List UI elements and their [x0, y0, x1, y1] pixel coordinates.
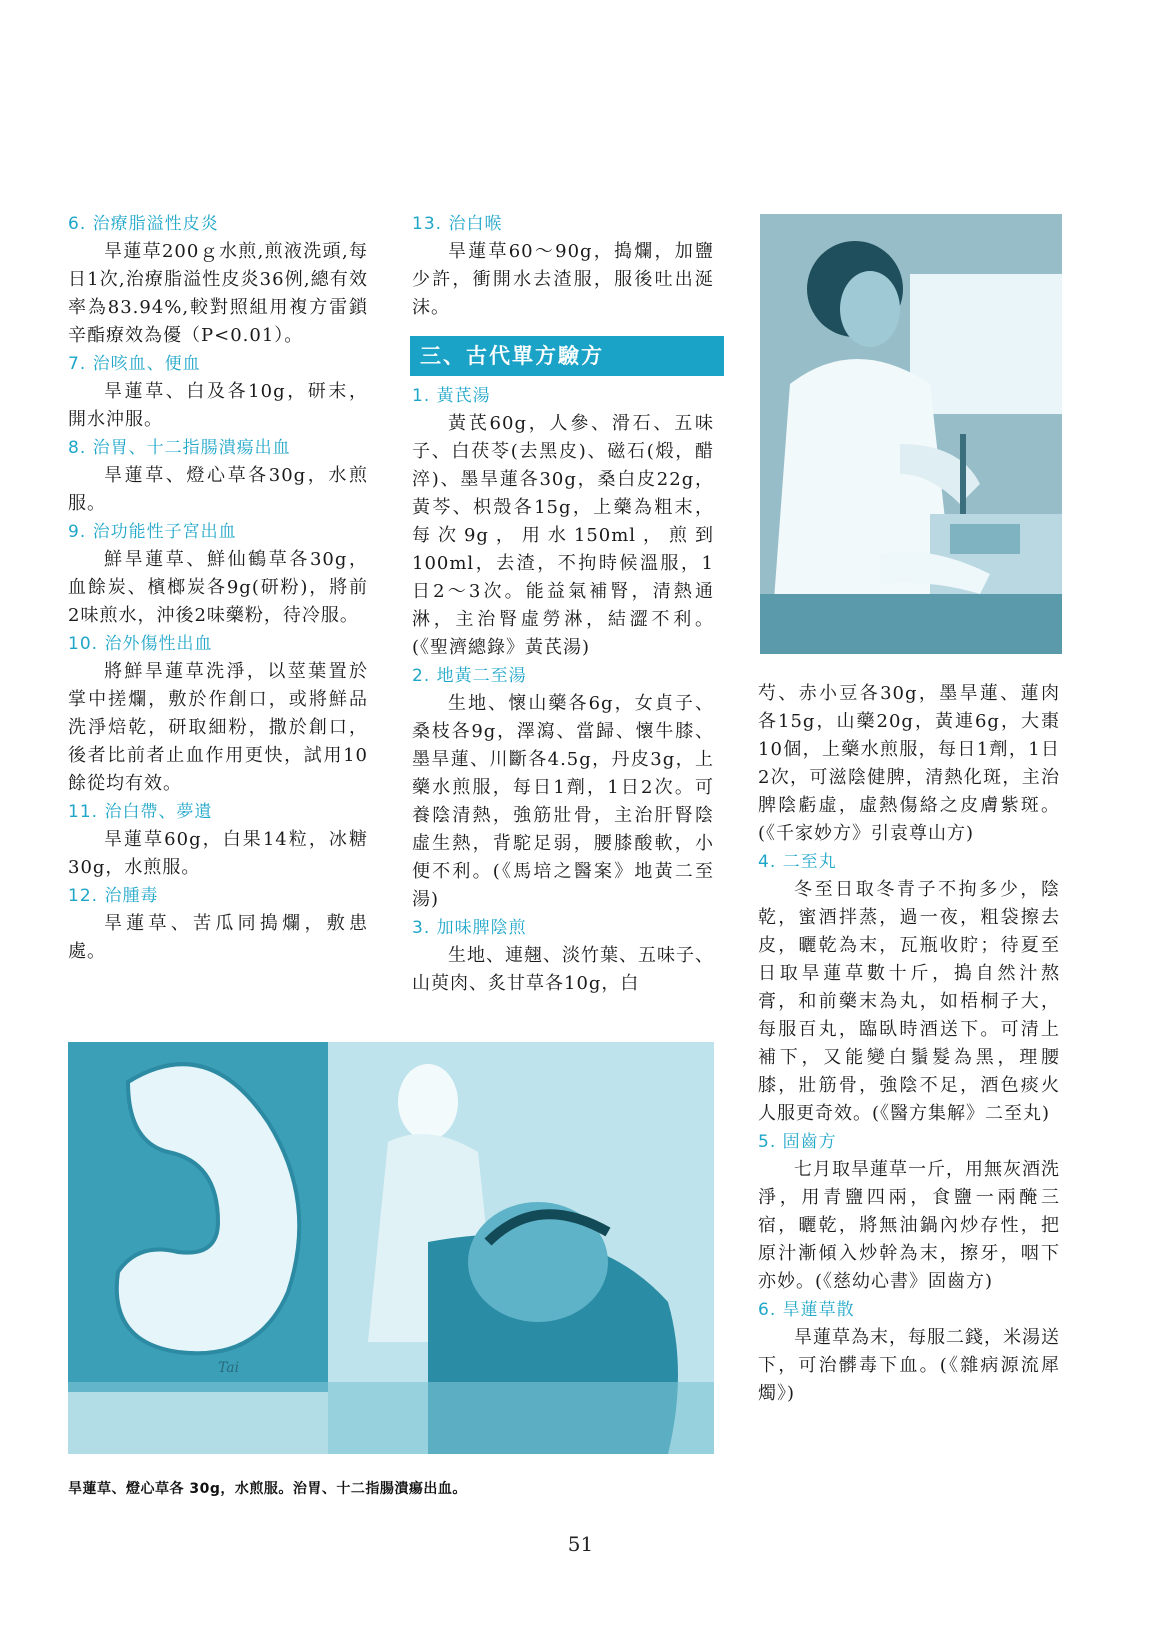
- heading-13: 13. 治白喉: [412, 214, 503, 234]
- heading-ancient-6: 6. 旱蓮草散: [758, 1300, 855, 1320]
- heading-ancient-2: 2. 地黃二至湯: [412, 666, 527, 686]
- heading-7: 7. 治咳血、便血: [68, 354, 201, 374]
- paragraph-9: 鮮旱蓮草、鮮仙鶴草各30g，血餘炭、檳榔炭各9g(研粉)，將前2味煎水，沖後2味藥粉，待冷服。: [68, 549, 368, 626]
- lab-photo: [760, 214, 1062, 654]
- illustration-caption: 旱蓮草、燈心草各 30g，水煎服。治胃、十二指腸潰瘍出血。: [68, 1481, 467, 1497]
- column-2: [412, 210, 714, 998]
- heading-9: 9. 治功能性子宮出血: [68, 522, 237, 542]
- paragraph-13: 旱蓮草60～90g，搗爛，加鹽少許，衝開水去渣服，服後吐出涎沫。: [412, 241, 714, 318]
- heading-8: 8. 治胃、十二指腸潰瘍出血: [68, 438, 291, 458]
- heading-10: 10. 治外傷性出血: [68, 634, 213, 654]
- section-title-banner: 三、古代單方驗方: [410, 336, 724, 376]
- stomach-illustration: [68, 1042, 714, 1454]
- paragraph-ancient-4: 冬至日取冬青子不拘多少，陰乾，蜜酒拌蒸，過一夜，粗袋擦去皮，曬乾為末，瓦瓶收貯；待夏至日取旱蓮草數十斤，搗自然汁熬膏，和前藥末為丸，如梧桐子大，每服百丸，臨臥時酒送下。可清上補下，又能變白鬚髮為黑，理腰膝，壯筋骨，強陰不足，酒色痰火人服更奇效。(《醫方集解》二至丸): [758, 879, 1060, 1124]
- paragraph-ancient-3-continued: 芍、赤小豆各30g，墨旱蓮、蓮肉各15g，山藥20g，黃連6g，大棗10個，上藥水煎服，每日1劑，1日2次，可滋陰健脾，清熱化斑，主治脾陰虧虛，虛熱傷絡之皮膚紫斑。(《千家妙方》引袁尊山方): [758, 683, 1060, 844]
- paragraph-ancient-1: 黃芪60g，人參、滑石、五味子、白茯苓(去黑皮)、磁石(煅，醋淬)、墨旱蓮各30g，桑白皮22g，黃芩、枳殼各15g，上藥為粗末，每次9g，用水150ml，煎到100ml，去渣，不拘時候溫服，1日2～3次。能益氣補腎，清熱通淋，主治腎虛勞淋，結澀不利。(《聖濟總錄》黃芪湯): [412, 413, 714, 658]
- heading-ancient-4: 4. 二至丸: [758, 852, 837, 872]
- paragraph-ancient-5: 七月取旱蓮草一斤，用無灰酒洗淨，用青鹽四兩，食鹽一兩醃三宿，曬乾，將無油鍋內炒存性，把原汁漸傾入炒幹為末，擦牙，咽下亦妙。(《慈幼心書》固齒方): [758, 1159, 1060, 1292]
- paragraph-8: 旱蓮草、燈心草各30g，水煎服。: [68, 465, 368, 514]
- heading-ancient-3: 3. 加味脾陰煎: [412, 918, 527, 938]
- paragraph-ancient-3: 生地、連翹、淡竹葉、五味子、山萸肉、炙甘草各10g，白: [412, 945, 714, 994]
- paragraph-10: 將鮮旱蓮草洗淨，以莖葉置於掌中搓爛，敷於作創口，或將鮮品洗淨焙乾，研取細粉，撒於創口，後者比前者止血作用更快，試用10餘從均有效。: [68, 661, 368, 794]
- paragraph-7: 旱蓮草、白及各10g，研末，開水沖服。: [68, 381, 368, 430]
- illustration-signature: Tai: [218, 1360, 240, 1376]
- paragraph-12: 旱蓮草、苦瓜同搗爛，敷患處。: [68, 913, 368, 962]
- column-3: [758, 680, 1060, 1408]
- heading-11: 11. 治白帶、夢遺: [68, 802, 213, 822]
- heading-ancient-1: 1. 黃芪湯: [412, 386, 491, 406]
- paragraph-ancient-6: 旱蓮草為末，每服二錢，米湯送下，可治髒毒下血。(《雜病源流犀燭》): [758, 1327, 1060, 1404]
- heading-6: 6. 治療脂溢性皮炎: [68, 214, 219, 234]
- paragraph-ancient-2: 生地、懷山藥各6g，女貞子、桑枝各9g，澤瀉、當歸、懷牛膝、墨旱蓮、川斷各4.5g，丹皮3g，上藥水煎服，每日1劑，1日2次。可養陰清熱，強筋壯骨，主治肝腎陰虛生熱，背駝足弱，腰膝酸軟，小便不利。(《馬培之醫案》地黃二至湯): [412, 693, 714, 910]
- column-1: [68, 210, 368, 966]
- paragraph-6: 旱蓮草200ｇ水煎,煎液洗頭,每日1次,治療脂溢性皮炎36例,總有效率為83.94%,較對照組用複方雷鎖辛酯療效為優（P<0.01）。: [68, 241, 368, 346]
- heading-12: 12. 治腫毒: [68, 886, 159, 906]
- heading-ancient-5: 5. 固齒方: [758, 1132, 837, 1152]
- paragraph-11: 旱蓮草60g，白果14粒，冰糖30g，水煎服。: [68, 829, 368, 878]
- page-number: 51: [567, 1532, 594, 1556]
